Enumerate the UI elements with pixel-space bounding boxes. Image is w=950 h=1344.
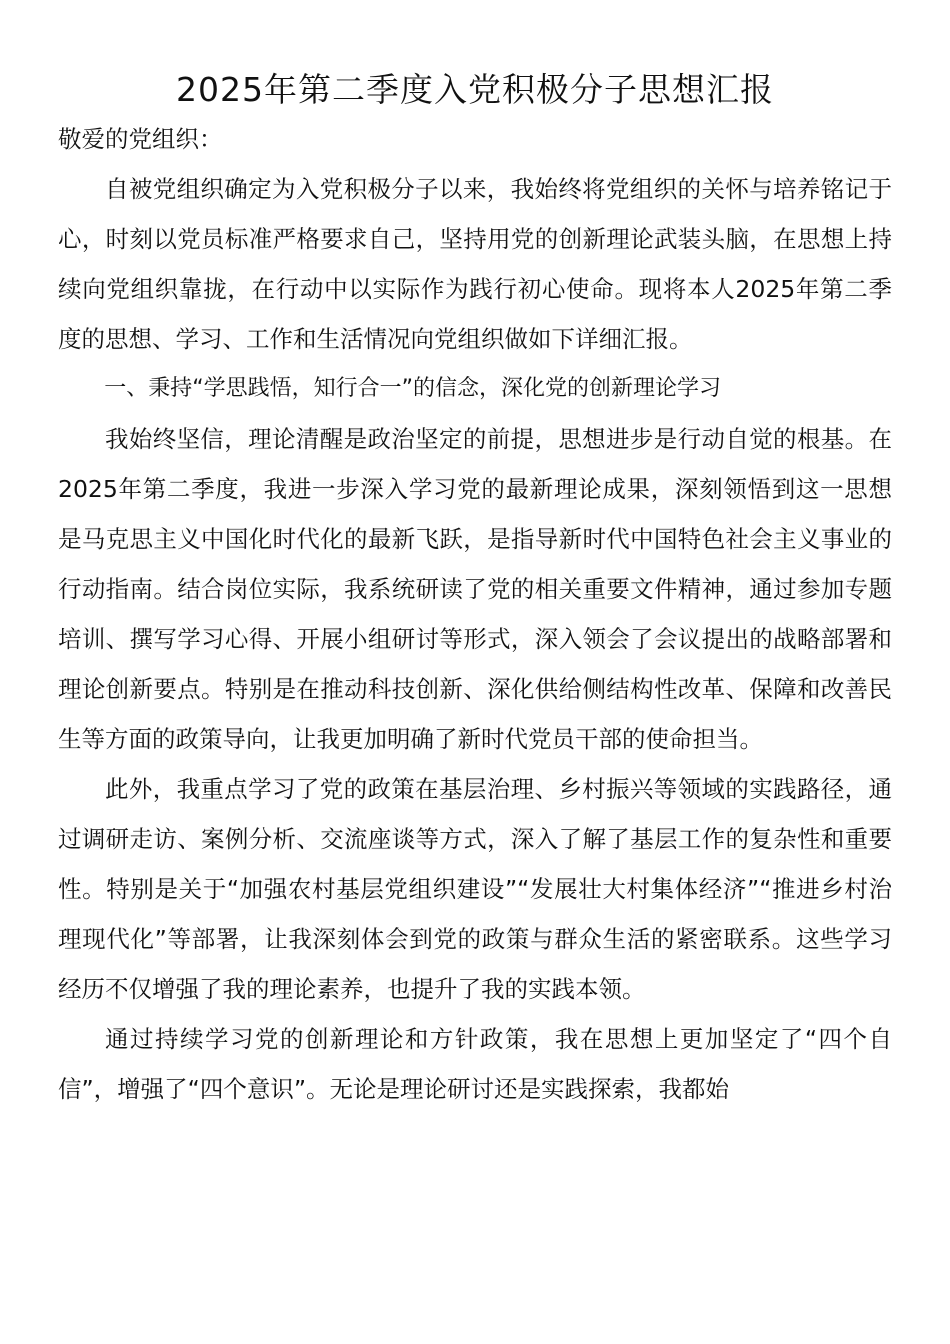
paragraph-intro: 自被党组织确定为入党积极分子以来，我始终将党组织的关怀与培养铭记于心，时刻以党员标准严格要求自己，坚持用党的创新理论武装头脑，在思想上持续向党组织靠拢，在行动中以实际作为践行初心使命。现将本人2025年第二季度的思想、学习、工作和生活情况向党组织做如下详细汇报。 [58,175,892,353]
paragraph-conclusion-partial: 通过持续学习党的创新理论和方针政策，我在思想上更加坚定了“四个自信”，增强了“四个意识”。无论是理论研讨还是实践探索，我都始 [58,1025,892,1103]
document-page [58,66,892,1114]
paragraph-theory-study: 我始终坚信，理论清醒是政治坚定的前提，思想进步是行动自觉的根基。在2025年第二季度，我进一步深入学习党的最新理论成果，深刻领悟到这一思想是马克思主义中国化时代化的最新飞跃，是指导新时代中国特色社会主义事业的行动指南。结合岗位实际，我系统研读了党的相关重要文件精神，通过参加专题培训、撰写学习心得、开展小组研讨等形式，深入领会了会议提出的战略部署和理论创新要点。特别是在推动科技创新、深化供给侧结构性改革、保障和改善民生等方面的政策导向，让我更加明确了新时代党员干部的使命担当。 [58,425,892,753]
paragraph-grassroots-study: 此外，我重点学习了党的政策在基层治理、乡村振兴等领域的实践路径，通过调研走访、案例分析、交流座谈等方式，深入了解了基层工作的复杂性和重要性。特别是关于“加强农村基层党组织建设”“发展壮大村集体经济”“推进乡村治理现代化”等部署，让我深刻体会到党的政策与群众生活的紧密联系。这些学习经历不仅增强了我的理论素养，也提升了我的实践本领。 [58,775,892,1003]
document-title: 2025年第二季度入党积极分子思想汇报 [176,70,774,109]
salutation: 敬爱的党组织： [58,125,223,153]
section-heading-1: 一、秉持“学思践悟，知行合一”的信念，深化党的创新理论学习 [104,376,721,401]
